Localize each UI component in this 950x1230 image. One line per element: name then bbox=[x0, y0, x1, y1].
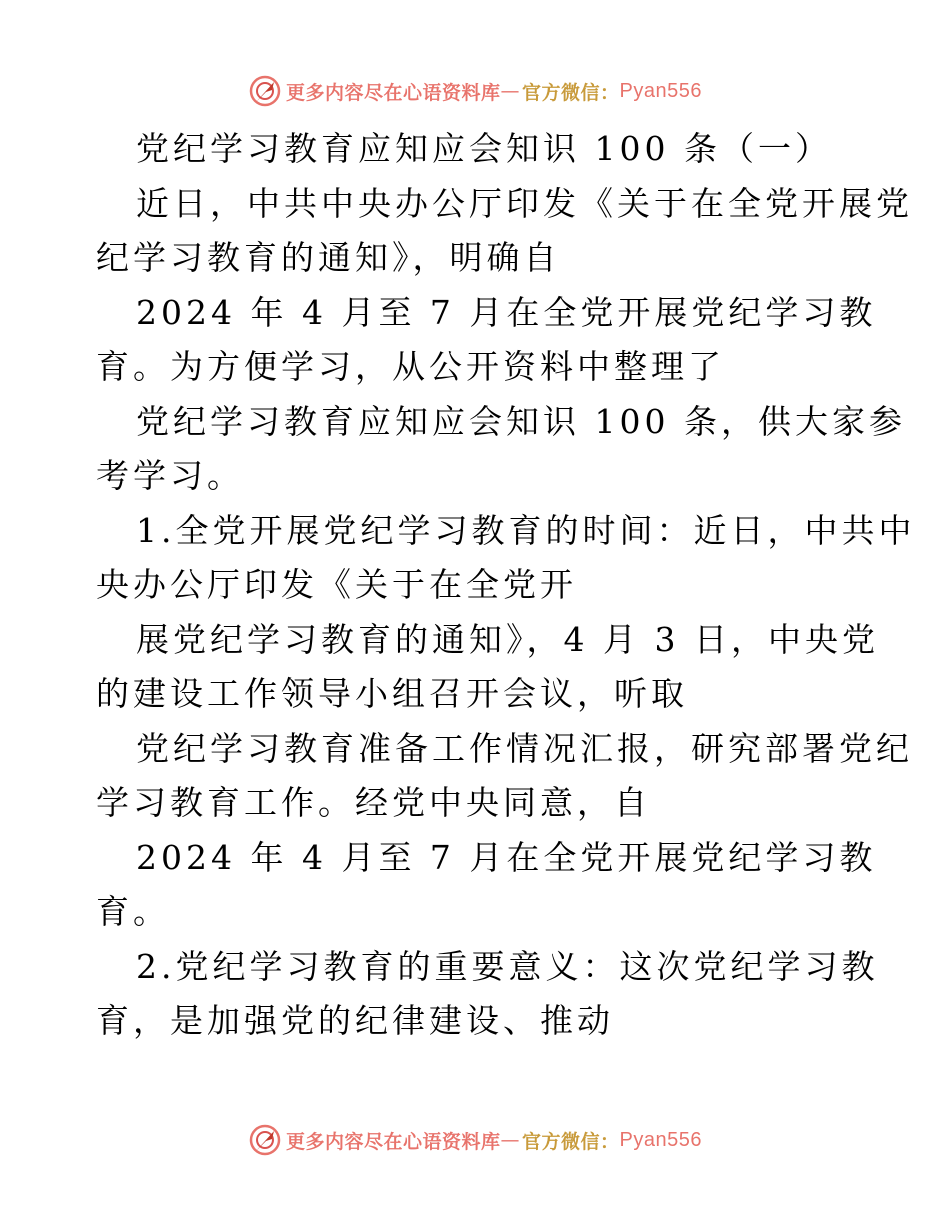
feather-circle-logo-icon bbox=[248, 74, 282, 108]
watermark-wechat-id: Pyan556 bbox=[619, 1128, 702, 1151]
paragraph-line: 党纪学习教育准备工作情况汇报，研究部署党纪 bbox=[136, 728, 913, 768]
paragraph-line: 党纪学习教育应知应会知识 100 条，供大家参 bbox=[136, 401, 906, 441]
feather-circle-logo-icon bbox=[248, 1123, 282, 1157]
watermark-wechat-label: 官方微信： bbox=[522, 81, 620, 104]
watermark-main-text: 更多内容尽在心语资料库 bbox=[286, 1130, 501, 1153]
paragraph-line: 1.全党开展党纪学习教育的时间：近日，中共中 bbox=[136, 510, 916, 550]
paragraph-line: 的建设工作领导小组召开会议，听取 bbox=[96, 674, 688, 713]
footer-watermark bbox=[0, 1120, 950, 1160]
paragraph-line: 近日，中共中央办公厅印发《关于在全党开展党 bbox=[136, 183, 913, 223]
watermark-dash: — bbox=[500, 1129, 521, 1151]
header-watermark bbox=[0, 71, 950, 111]
paragraph-line: 2024 年 4 月至 7 月在全党开展党纪学习教 bbox=[136, 292, 877, 332]
paragraph-line: 育。为方便学习，从公开资料中整理了 bbox=[96, 347, 725, 386]
paragraph-line: 央办公厅印发《关于在全党开 bbox=[96, 565, 577, 604]
paragraph-line: 2.党纪学习教育的重要意义：这次党纪学习教 bbox=[136, 946, 879, 986]
watermark-dash: — bbox=[500, 80, 521, 102]
paragraph-line: 展党纪学习教育的通知》，4 月 3 日，中央党 bbox=[136, 619, 879, 659]
paragraph-line: 育。 bbox=[96, 892, 170, 931]
paragraph-line: 考学习。 bbox=[96, 456, 244, 495]
paragraph-line: 学习教育工作。经党中央同意，自 bbox=[96, 783, 651, 822]
watermark-wechat-label: 官方微信： bbox=[522, 1130, 620, 1153]
document-body bbox=[96, 122, 916, 1049]
paragraph-line: 2024 年 4 月至 7 月在全党开展党纪学习教 bbox=[136, 837, 877, 877]
paragraph-line: 育，是加强党的纪律建设、推动 bbox=[96, 1001, 614, 1040]
document-title: 党纪学习教育应知应会知识 100 条（一） bbox=[136, 129, 832, 168]
watermark-wechat-id: Pyan556 bbox=[619, 79, 702, 102]
paragraph-line: 纪学习教育的通知》，明确自 bbox=[96, 238, 561, 277]
watermark-main-text: 更多内容尽在心语资料库 bbox=[286, 81, 501, 104]
